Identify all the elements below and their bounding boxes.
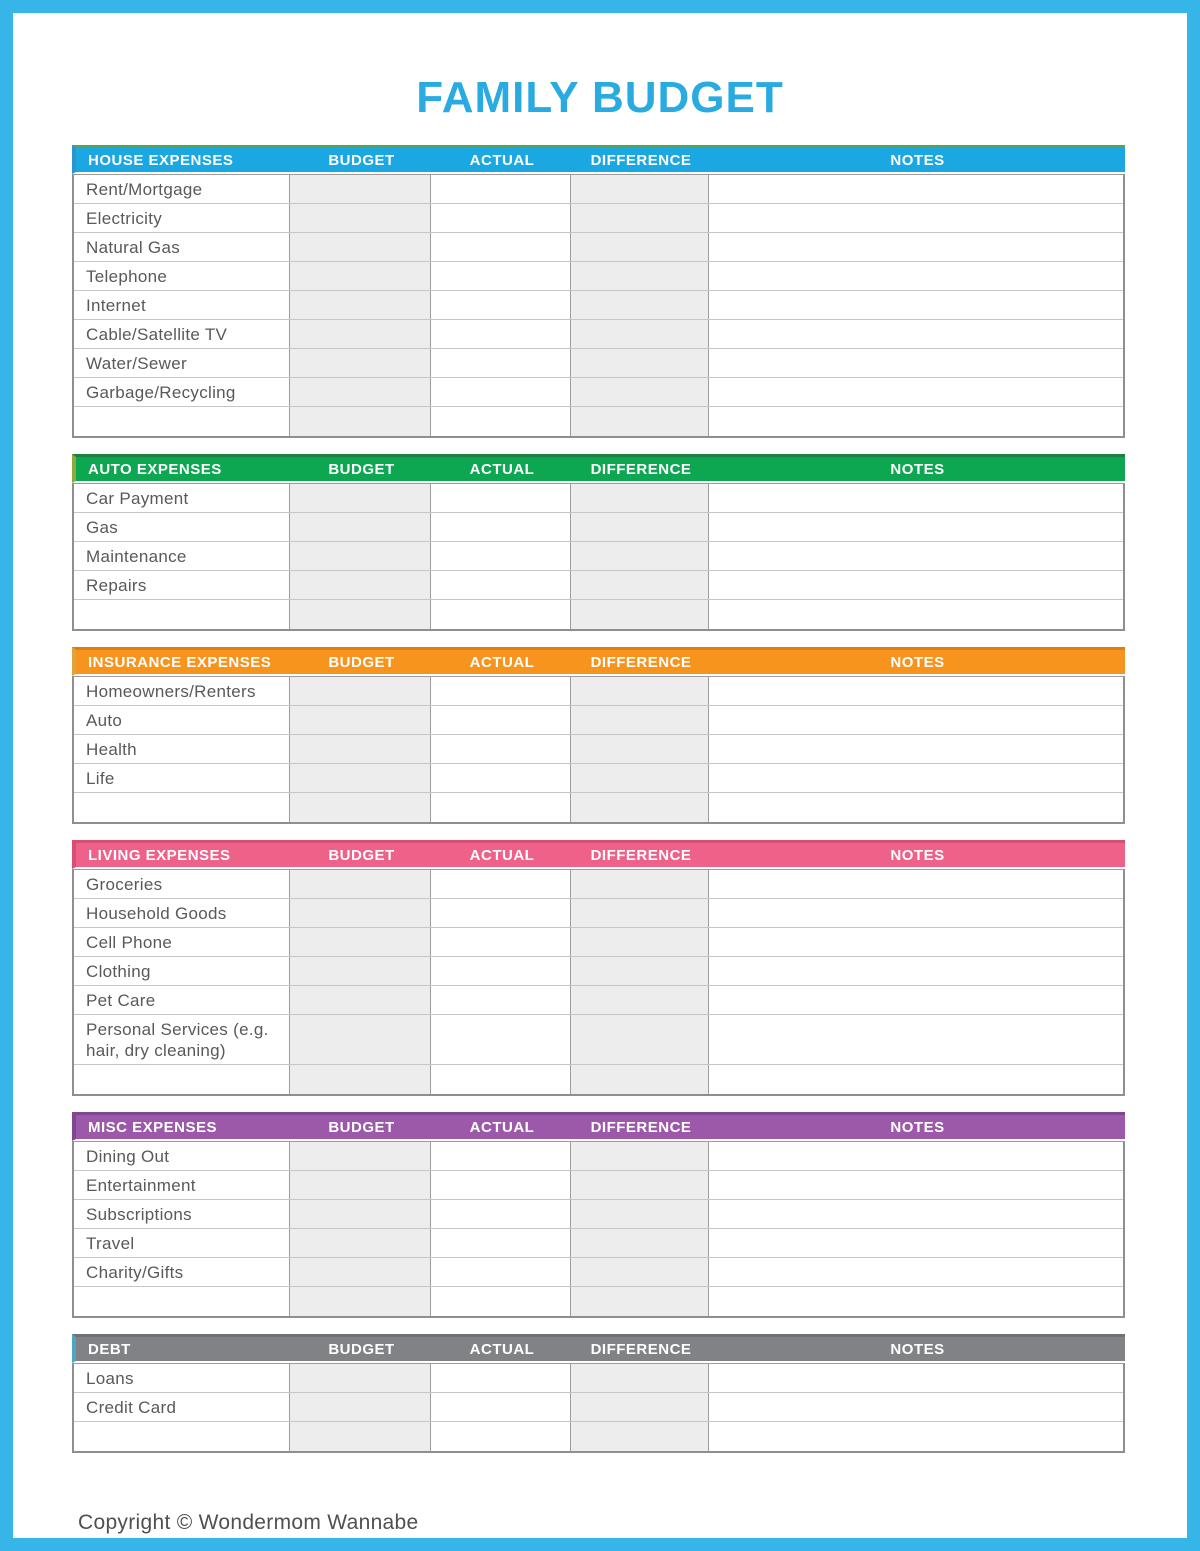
column-header-notes: NOTES	[890, 1118, 945, 1136]
notes-cell	[708, 349, 1123, 377]
difference-cell	[570, 764, 708, 792]
row-label-cell: Maintenance	[86, 547, 187, 566]
row-label-cell: Entertainment	[86, 1176, 196, 1195]
actual-cell	[430, 764, 570, 792]
table-row	[74, 600, 1123, 629]
row-label-cell	[74, 793, 289, 822]
row-label-cell: Travel	[86, 1234, 135, 1253]
actual-cell	[430, 706, 570, 734]
table-row	[74, 291, 1123, 320]
table-row	[74, 262, 1123, 291]
copyright-text: Copyright © Wondermom Wannabe	[78, 1511, 419, 1534]
section-body	[72, 1141, 1125, 1318]
notes-cell	[708, 175, 1123, 203]
table-row	[74, 513, 1123, 542]
column-header-notes: NOTES	[890, 1340, 945, 1358]
difference-cell	[570, 600, 708, 629]
budget-cell	[289, 706, 430, 734]
notes-cell	[708, 513, 1123, 541]
budget-cell	[289, 870, 430, 898]
difference-cell	[570, 706, 708, 734]
budget-cell	[289, 1422, 430, 1451]
actual-cell	[430, 1364, 570, 1392]
difference-cell	[570, 1142, 708, 1170]
notes-cell	[708, 957, 1123, 985]
difference-cell	[570, 1393, 708, 1421]
row-label-cell: Electricity	[86, 209, 163, 228]
budget-cell	[289, 262, 430, 290]
actual-cell	[430, 1393, 570, 1421]
difference-cell	[570, 407, 708, 436]
actual-cell	[430, 1142, 570, 1170]
budget-cell	[289, 233, 430, 261]
difference-cell	[570, 735, 708, 763]
difference-cell	[570, 175, 708, 203]
actual-cell	[430, 175, 570, 203]
table-row	[74, 204, 1123, 233]
table-row	[74, 571, 1123, 600]
budget-cell	[289, 1015, 430, 1064]
actual-cell	[430, 542, 570, 570]
column-header-actual: ACTUAL	[469, 653, 535, 671]
difference-cell	[570, 1287, 708, 1316]
table-row	[74, 928, 1123, 957]
difference-cell	[570, 1200, 708, 1228]
notes-cell	[708, 677, 1123, 705]
notes-cell	[708, 1364, 1123, 1392]
budget-section	[72, 840, 1125, 1096]
row-label-cell: Water/Sewer	[86, 354, 187, 373]
difference-cell	[570, 571, 708, 599]
table-row	[74, 706, 1123, 735]
actual-cell	[430, 378, 570, 406]
budget-cell	[289, 1393, 430, 1421]
table-row	[74, 407, 1123, 436]
column-header-difference: DIFFERENCE	[590, 653, 692, 671]
actual-cell	[430, 928, 570, 956]
difference-cell	[570, 1065, 708, 1094]
row-label-cell: Loans	[86, 1369, 134, 1388]
budget-cell	[289, 175, 430, 203]
notes-cell	[708, 378, 1123, 406]
budget-cell	[289, 204, 430, 232]
table-row	[74, 957, 1123, 986]
table-row	[74, 764, 1123, 793]
actual-cell	[430, 349, 570, 377]
page-title: FAMILY BUDGET	[416, 73, 784, 122]
difference-cell	[570, 957, 708, 985]
column-header-difference: DIFFERENCE	[590, 460, 692, 478]
actual-cell	[430, 1258, 570, 1286]
actual-cell	[430, 1229, 570, 1257]
budget-cell	[289, 957, 430, 985]
notes-cell	[708, 407, 1123, 436]
section-header	[72, 1112, 1125, 1141]
table-row	[74, 1229, 1123, 1258]
actual-cell	[430, 735, 570, 763]
actual-cell	[430, 1200, 570, 1228]
row-label-cell: Homeowners/Renters	[86, 682, 256, 701]
difference-cell	[570, 291, 708, 319]
actual-cell	[430, 484, 570, 512]
table-row	[74, 1142, 1123, 1171]
notes-cell	[708, 1287, 1123, 1316]
row-label-cell: Rent/Mortgage	[86, 180, 203, 199]
budget-cell	[289, 291, 430, 319]
notes-cell	[708, 233, 1123, 261]
budget-cell	[289, 793, 430, 822]
notes-cell	[708, 1171, 1123, 1199]
column-header-budget: BUDGET	[328, 1340, 395, 1358]
section-title: INSURANCE EXPENSES	[88, 653, 272, 671]
row-label-cell: Auto	[86, 711, 123, 730]
row-label-cell: Subscriptions	[86, 1205, 192, 1224]
difference-cell	[570, 928, 708, 956]
section-title: HOUSE EXPENSES	[88, 151, 234, 169]
column-header-difference: DIFFERENCE	[590, 846, 692, 864]
budget-cell	[289, 1142, 430, 1170]
table-row	[74, 986, 1123, 1015]
row-label-cell: Pet Care	[86, 991, 156, 1010]
budget-section	[72, 1112, 1125, 1318]
actual-cell	[430, 233, 570, 261]
section-title: DEBT	[88, 1340, 131, 1358]
budget-cell	[289, 677, 430, 705]
budget-cell	[289, 513, 430, 541]
difference-cell	[570, 1015, 708, 1064]
difference-cell	[570, 1171, 708, 1199]
notes-cell	[708, 986, 1123, 1014]
column-header-actual: ACTUAL	[469, 151, 535, 169]
budget-cell	[289, 1287, 430, 1316]
table-row	[74, 1364, 1123, 1393]
column-header-budget: BUDGET	[328, 460, 395, 478]
column-header-actual: ACTUAL	[469, 1340, 535, 1358]
budget-cell	[289, 1229, 430, 1257]
row-label-cell: Life	[86, 769, 115, 788]
section-title: LIVING EXPENSES	[88, 846, 231, 864]
notes-cell	[708, 262, 1123, 290]
section-header	[72, 1334, 1125, 1363]
notes-cell	[708, 793, 1123, 822]
difference-cell	[570, 484, 708, 512]
budget-cell	[289, 1364, 430, 1392]
column-header-difference: DIFFERENCE	[590, 1118, 692, 1136]
notes-cell	[708, 600, 1123, 629]
actual-cell	[430, 1422, 570, 1451]
row-label-cell: Car Payment	[86, 489, 189, 508]
column-header-actual: ACTUAL	[469, 1118, 535, 1136]
actual-cell	[430, 957, 570, 985]
budget-section	[72, 454, 1125, 631]
section-body	[72, 869, 1125, 1096]
difference-cell	[570, 1364, 708, 1392]
budget-cell	[289, 600, 430, 629]
row-label-cell: Natural Gas	[86, 238, 181, 257]
notes-cell	[708, 1258, 1123, 1286]
difference-cell	[570, 793, 708, 822]
row-label-cell: Cable/Satellite TV	[86, 325, 228, 344]
notes-cell	[708, 764, 1123, 792]
row-label-cell: Health	[86, 740, 137, 759]
table-row	[74, 1393, 1123, 1422]
row-label-cell: Household Goods	[86, 904, 227, 923]
actual-cell	[430, 1171, 570, 1199]
notes-cell	[708, 291, 1123, 319]
difference-cell	[570, 320, 708, 348]
difference-cell	[570, 899, 708, 927]
budget-section	[72, 647, 1125, 824]
section-header	[72, 454, 1125, 483]
actual-cell	[430, 1065, 570, 1094]
actual-cell	[430, 407, 570, 436]
notes-cell	[708, 1229, 1123, 1257]
row-label-cell: Gas	[86, 518, 119, 537]
budget-cell	[289, 349, 430, 377]
actual-cell	[430, 600, 570, 629]
section-body	[72, 676, 1125, 824]
difference-cell	[570, 513, 708, 541]
notes-cell	[708, 1065, 1123, 1094]
column-header-budget: BUDGET	[328, 653, 395, 671]
row-label-cell: Dining Out	[86, 1147, 170, 1166]
difference-cell	[570, 262, 708, 290]
notes-cell	[708, 1393, 1123, 1421]
section-header	[72, 145, 1125, 174]
row-label-cell: Charity/Gifts	[86, 1263, 184, 1282]
table-row	[74, 175, 1123, 204]
notes-cell	[708, 571, 1123, 599]
column-header-difference: DIFFERENCE	[590, 1340, 692, 1358]
actual-cell	[430, 986, 570, 1014]
row-label-cell: Garbage/Recycling	[86, 383, 236, 402]
table-row	[74, 233, 1123, 262]
actual-cell	[430, 320, 570, 348]
budget-cell	[289, 1065, 430, 1094]
column-header-budget: BUDGET	[328, 1118, 395, 1136]
budget-section	[72, 145, 1125, 438]
section-body	[72, 483, 1125, 631]
difference-cell	[570, 677, 708, 705]
table-row	[74, 378, 1123, 407]
table-row	[74, 677, 1123, 706]
table-row	[74, 542, 1123, 571]
table-row	[74, 1171, 1123, 1200]
notes-cell	[708, 928, 1123, 956]
actual-cell	[430, 262, 570, 290]
difference-cell	[570, 1229, 708, 1257]
budget-cell	[289, 1200, 430, 1228]
budget-tables	[72, 145, 1125, 1453]
budget-cell	[289, 986, 430, 1014]
budget-cell	[289, 928, 430, 956]
table-row	[74, 735, 1123, 764]
actual-cell	[430, 899, 570, 927]
notes-cell	[708, 735, 1123, 763]
actual-cell	[430, 291, 570, 319]
difference-cell	[570, 204, 708, 232]
notes-cell	[708, 1200, 1123, 1228]
actual-cell	[430, 870, 570, 898]
budget-cell	[289, 542, 430, 570]
table-row	[74, 793, 1123, 822]
actual-cell	[430, 1287, 570, 1316]
table-row	[74, 349, 1123, 378]
budget-section	[72, 1334, 1125, 1453]
table-row	[74, 320, 1123, 349]
table-row	[74, 1200, 1123, 1229]
notes-cell	[708, 320, 1123, 348]
row-label-cell: Groceries	[86, 875, 163, 894]
notes-cell	[708, 1422, 1123, 1451]
section-body	[72, 1363, 1125, 1453]
difference-cell	[570, 1258, 708, 1286]
row-label-cell	[74, 1422, 289, 1451]
table-row	[74, 484, 1123, 513]
table-row	[74, 899, 1123, 928]
budget-cell	[289, 407, 430, 436]
actual-cell	[430, 677, 570, 705]
difference-cell	[570, 1422, 708, 1451]
table-row	[74, 1422, 1123, 1451]
difference-cell	[570, 542, 708, 570]
column-header-difference: DIFFERENCE	[590, 151, 692, 169]
column-header-notes: NOTES	[890, 151, 945, 169]
row-label-cell	[74, 407, 289, 436]
column-header-notes: NOTES	[890, 653, 945, 671]
row-label-cell: Telephone	[86, 267, 168, 286]
notes-cell	[708, 706, 1123, 734]
row-label-cell: Repairs	[86, 576, 147, 595]
table-row	[74, 1015, 1123, 1065]
column-header-actual: ACTUAL	[469, 460, 535, 478]
budget-cell	[289, 571, 430, 599]
row-label-cell: Personal Services (e.g. hair, dry cleaning)	[86, 1020, 269, 1060]
section-title: MISC EXPENSES	[88, 1118, 218, 1136]
section-title: AUTO EXPENSES	[88, 460, 222, 478]
budget-cell	[289, 320, 430, 348]
difference-cell	[570, 349, 708, 377]
table-row	[74, 1287, 1123, 1316]
notes-cell	[708, 870, 1123, 898]
actual-cell	[430, 1015, 570, 1064]
column-header-actual: ACTUAL	[469, 846, 535, 864]
row-label-cell: Internet	[86, 296, 147, 315]
notes-cell	[708, 1142, 1123, 1170]
budget-cell	[289, 764, 430, 792]
notes-cell	[708, 484, 1123, 512]
notes-cell	[708, 899, 1123, 927]
row-label-cell	[74, 1287, 289, 1316]
actual-cell	[430, 204, 570, 232]
budget-cell	[289, 1171, 430, 1199]
actual-cell	[430, 571, 570, 599]
section-body	[72, 174, 1125, 438]
budget-cell	[289, 735, 430, 763]
budget-cell	[289, 1258, 430, 1286]
section-header	[72, 647, 1125, 676]
difference-cell	[570, 378, 708, 406]
row-label-cell: Clothing	[86, 962, 151, 981]
table-row	[74, 1258, 1123, 1287]
difference-cell	[570, 233, 708, 261]
column-header-notes: NOTES	[890, 460, 945, 478]
budget-cell	[289, 378, 430, 406]
row-label-cell	[74, 600, 289, 629]
budget-cell	[289, 899, 430, 927]
table-row	[74, 1065, 1123, 1094]
row-label-cell: Credit Card	[86, 1398, 177, 1417]
difference-cell	[570, 870, 708, 898]
budget-cell	[289, 484, 430, 512]
actual-cell	[430, 793, 570, 822]
column-header-notes: NOTES	[890, 846, 945, 864]
row-label-cell	[74, 1065, 289, 1094]
column-header-budget: BUDGET	[328, 846, 395, 864]
column-header-budget: BUDGET	[328, 151, 395, 169]
difference-cell	[570, 986, 708, 1014]
notes-cell	[708, 542, 1123, 570]
row-label-cell: Cell Phone	[86, 933, 173, 952]
actual-cell	[430, 513, 570, 541]
table-row	[74, 870, 1123, 899]
notes-cell	[708, 1015, 1123, 1064]
notes-cell	[708, 204, 1123, 232]
section-header	[72, 840, 1125, 869]
